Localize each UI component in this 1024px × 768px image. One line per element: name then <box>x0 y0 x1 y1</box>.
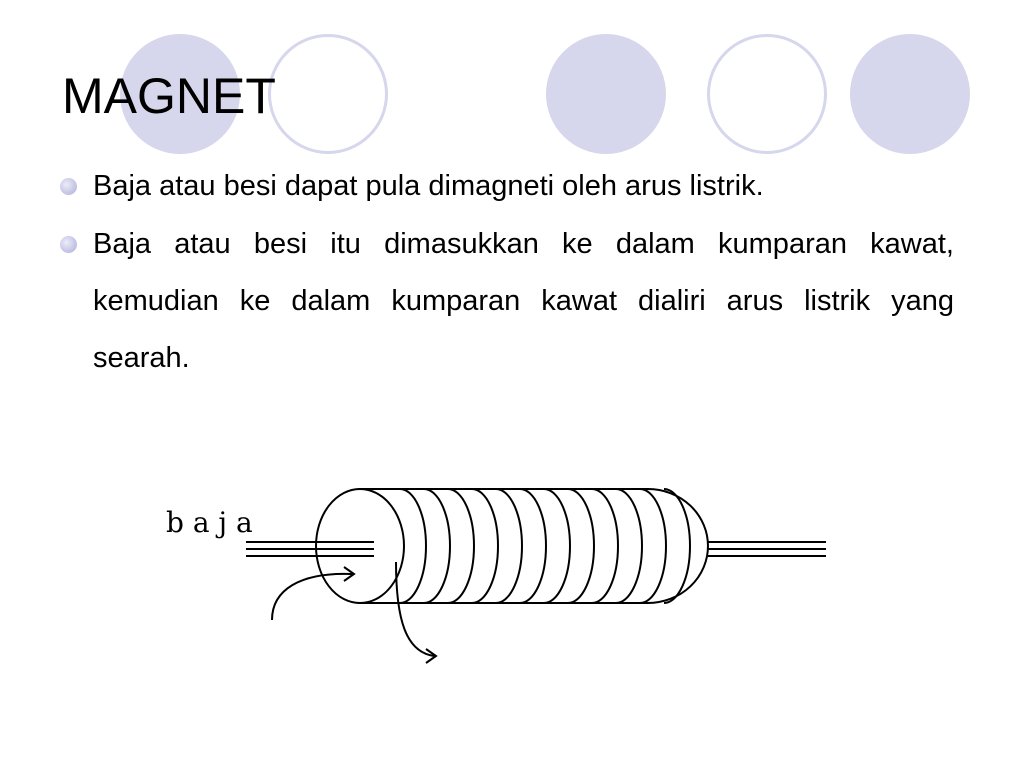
current-in-arrow-icon <box>272 567 354 620</box>
bullet-text: Baja atau besi dapat pula dimagneti oleh arus listrik. <box>93 170 764 202</box>
bullet-item <box>58 158 954 215</box>
decor-circle <box>546 34 666 154</box>
bullet-dot-icon <box>60 178 77 195</box>
steel-rod-right <box>708 542 826 556</box>
slide-title: MAGNET <box>62 68 276 124</box>
decor-circle <box>850 34 970 154</box>
bullet-list <box>58 158 954 387</box>
decor-circle-outline <box>268 34 388 154</box>
decor-circle-outline <box>707 34 827 154</box>
coil-body <box>316 489 708 603</box>
coil-diagram <box>160 470 840 680</box>
current-out-arrow-icon <box>396 562 436 663</box>
bullet-dot-icon <box>60 236 77 253</box>
figure-label-baja: b a j a <box>166 506 253 539</box>
bullet-item <box>58 216 954 387</box>
steel-rod-left <box>246 542 374 556</box>
coil-windings <box>400 489 690 603</box>
bullet-text: Baja atau besi itu dimasukkan ke dalam kumparan kawat, kemudian ke dalam kumparan kawat dialiri arus listrik yang searah. <box>93 228 954 374</box>
